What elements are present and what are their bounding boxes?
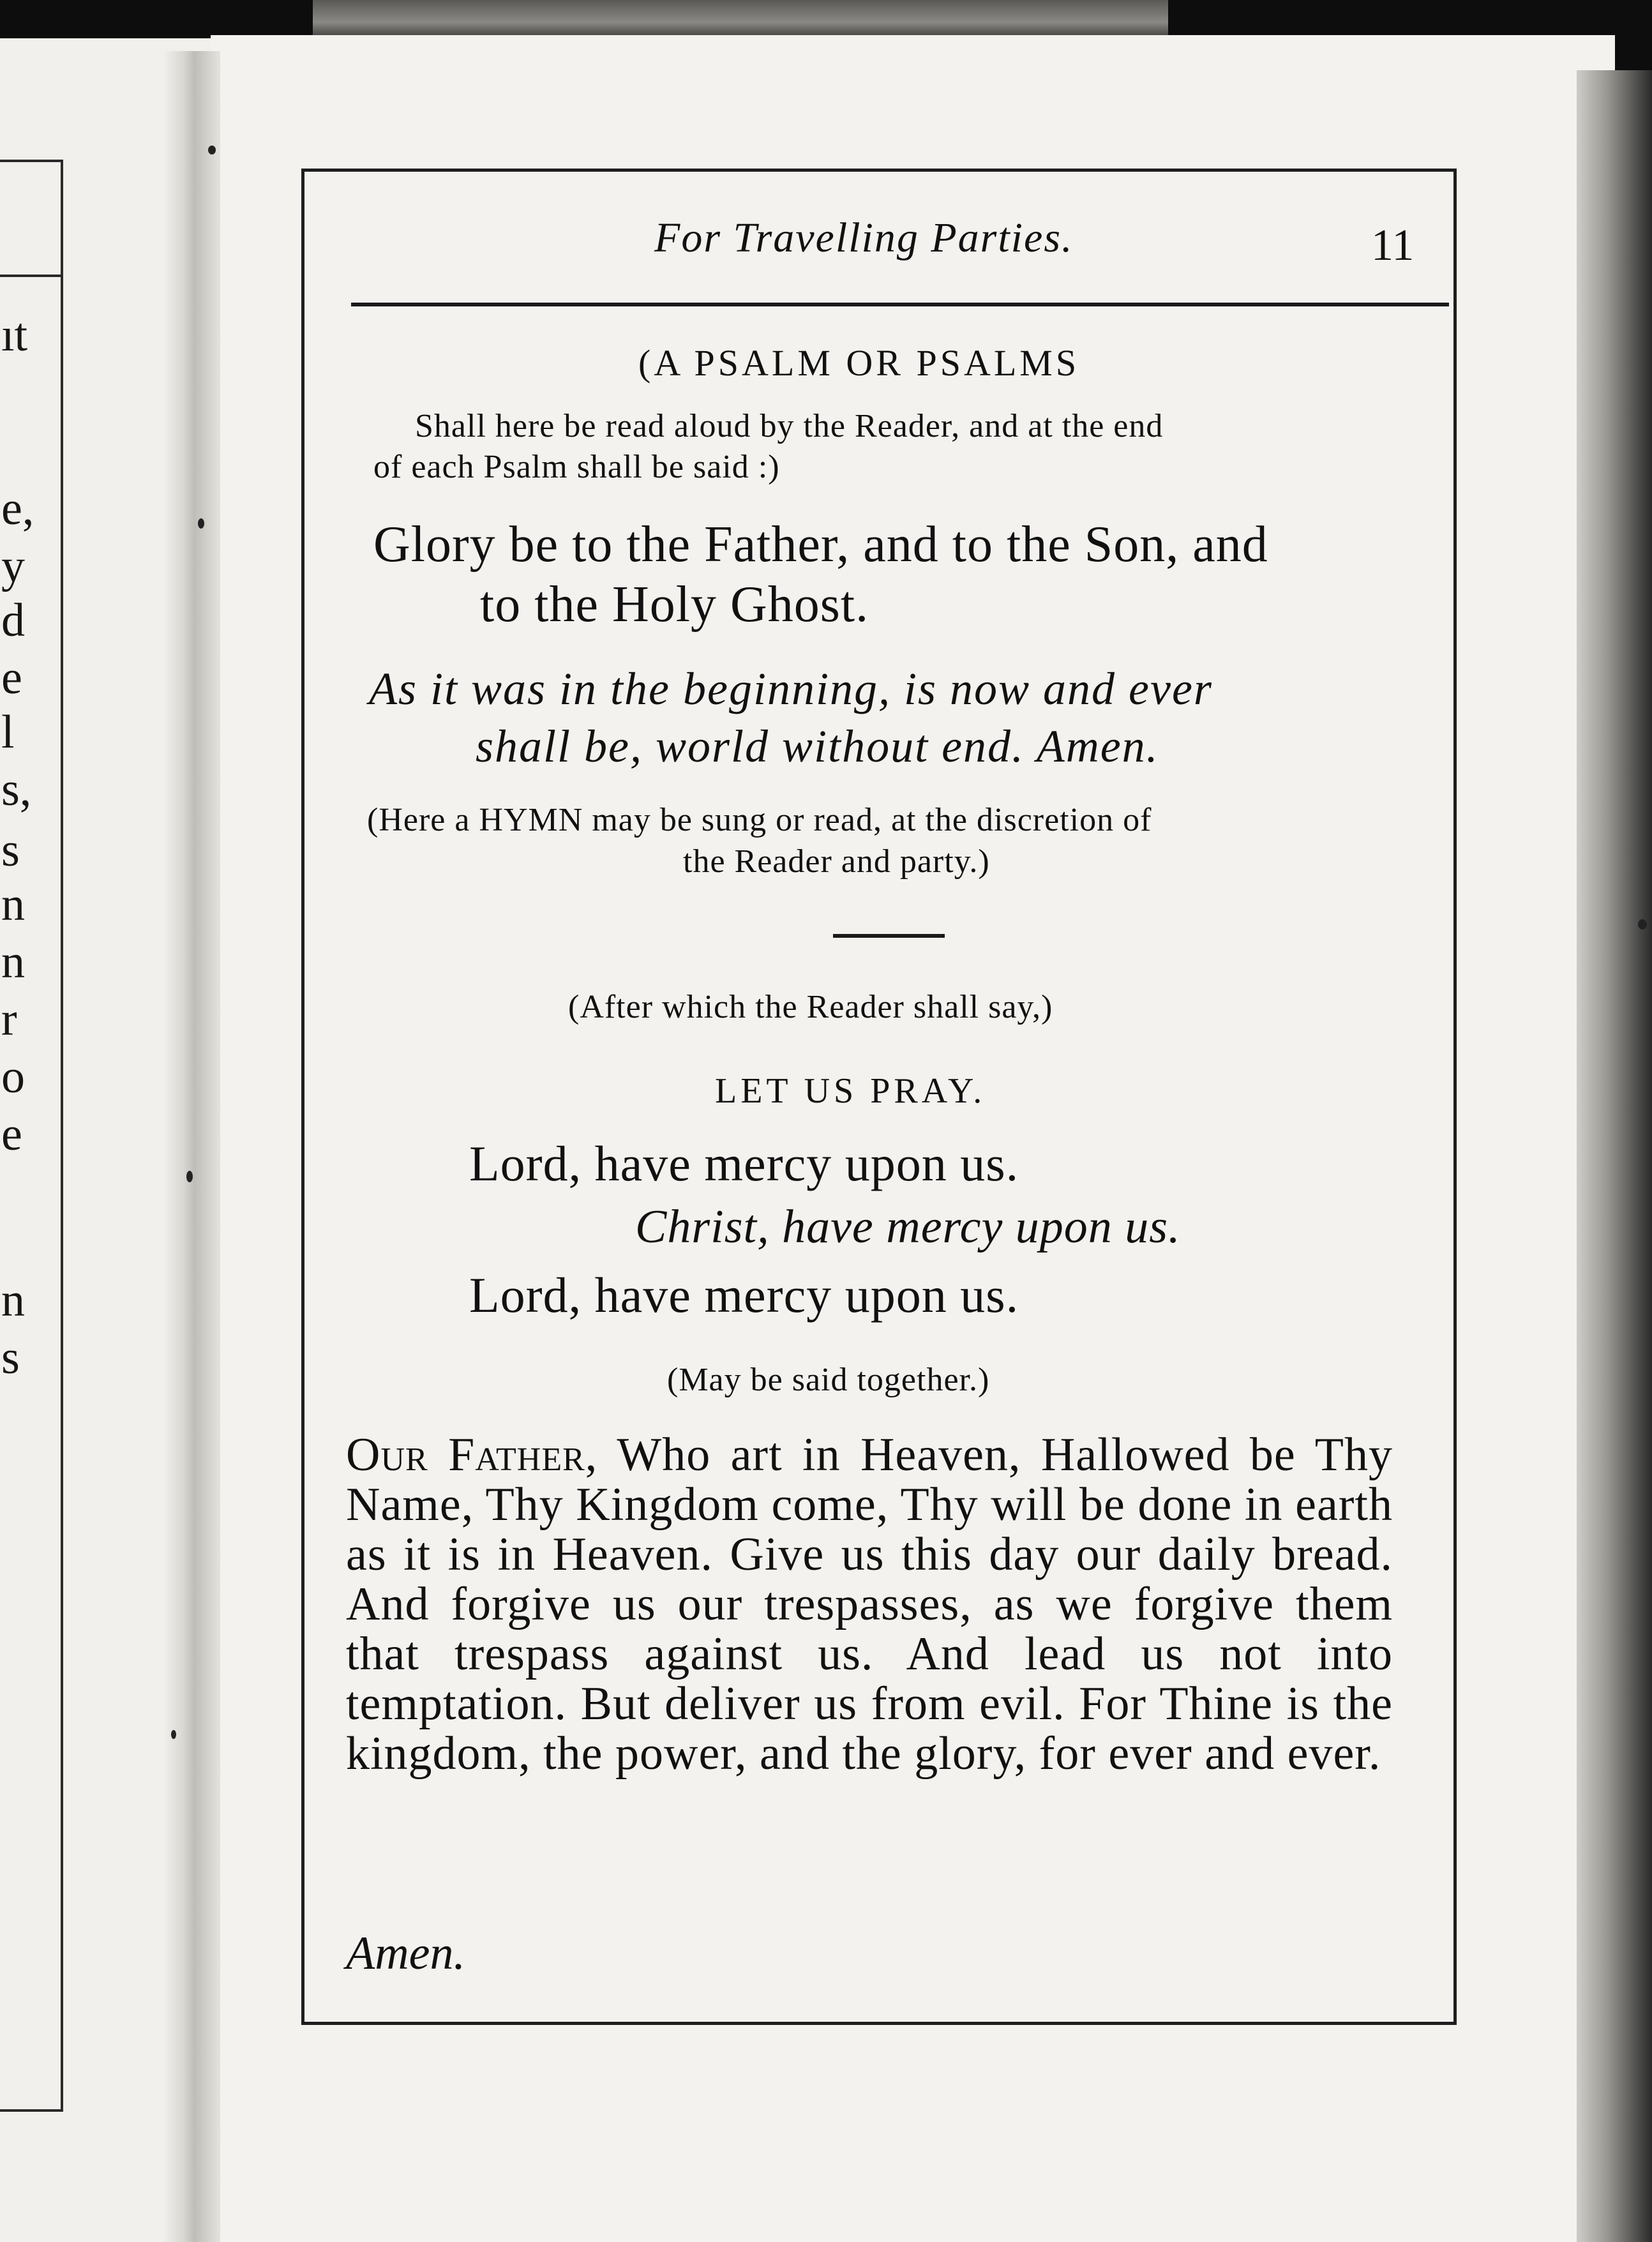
left-page-text-fragment: n xyxy=(1,936,25,988)
left-page-text-fragment: s xyxy=(1,1332,20,1384)
left-page-text-fragment: e, xyxy=(1,483,34,535)
kyrie-line: Lord, have mercy upon us. xyxy=(469,1267,1019,1323)
scan-speck xyxy=(186,1171,193,1182)
lords-prayer-paragraph xyxy=(346,1430,1393,1779)
gloria-line: to the Holy Ghost. xyxy=(480,576,869,633)
book-gutter xyxy=(163,51,220,2242)
together-rubric: (May be said together.) xyxy=(667,1362,990,1398)
left-page-text-fragment: e xyxy=(1,652,22,704)
gloria-line: Glory be to the Father, and to the Son, and xyxy=(373,516,1268,573)
page-edge-shadow xyxy=(1577,70,1652,2242)
scan-speck xyxy=(1638,919,1647,929)
left-page-text-fragment: y xyxy=(1,540,25,592)
psalm-rubric-heading: (A PSALM OR PSALMS xyxy=(638,342,1080,384)
left-page-text-fragment: l xyxy=(1,706,15,758)
left-page-text-fragment: ıt xyxy=(1,309,28,361)
left-page-text-fragment: o xyxy=(1,1051,25,1103)
left-page-header-rule xyxy=(0,275,61,277)
scan-speck xyxy=(171,1730,176,1739)
scan-speck xyxy=(198,518,204,529)
page-number: 11 xyxy=(1371,221,1415,270)
kyrie-line: Lord, have mercy upon us. xyxy=(469,1136,1019,1191)
kyrie-response-line: Christ, have mercy upon us. xyxy=(635,1201,1181,1253)
response-line: shall be, world without end. Amen. xyxy=(476,721,1159,772)
scan-speck xyxy=(208,146,216,154)
lords-prayer-amen: Amen. xyxy=(346,1927,465,1980)
section-divider xyxy=(833,934,945,938)
left-page-text-fragment: n xyxy=(1,1274,25,1327)
psalm-rubric-line: Shall here be read aloud by the Reader, and at the end xyxy=(415,408,1164,444)
left-page-text-fragment: r xyxy=(1,993,17,1046)
response-line: As it was in the beginning, is now and ever xyxy=(369,663,1213,714)
left-page-text-fragment: e xyxy=(1,1108,22,1161)
left-page-text-fragment: s, xyxy=(1,764,32,816)
running-head: For Travelling Parties. xyxy=(654,214,1074,261)
left-page-text-fragment: n xyxy=(1,878,25,931)
prayer-rubric: (After which the Reader shall say,) xyxy=(568,989,1053,1025)
hymn-rubric-line: (Here a HYMN may be sung or read, at the discretion of xyxy=(367,802,1152,838)
header-rule xyxy=(351,303,1449,306)
left-page-text-fragment: s xyxy=(1,824,20,876)
prayer-heading: LET US PRAY. xyxy=(715,1071,986,1111)
lords-prayer-opening: Our Father, xyxy=(346,1429,598,1481)
left-page-text-fragment: d xyxy=(1,594,25,647)
hymn-rubric-line: the Reader and party.) xyxy=(683,843,990,880)
lords-prayer-body: Who art in Heaven, Hallowed be Thy Name, Thy Kingdom come, Thy will be done in earth as it is in Heaven. Give us this day our daily bread. And forgive us our trespasses, as we forgive them that trespass against us. And lead us not into temptation. But deliver us from evil. For Thine is the kingdom, the power, and the glory, for ever and ever. xyxy=(346,1429,1393,1780)
psalm-rubric-line: of each Psalm shall be said :) xyxy=(373,449,780,485)
